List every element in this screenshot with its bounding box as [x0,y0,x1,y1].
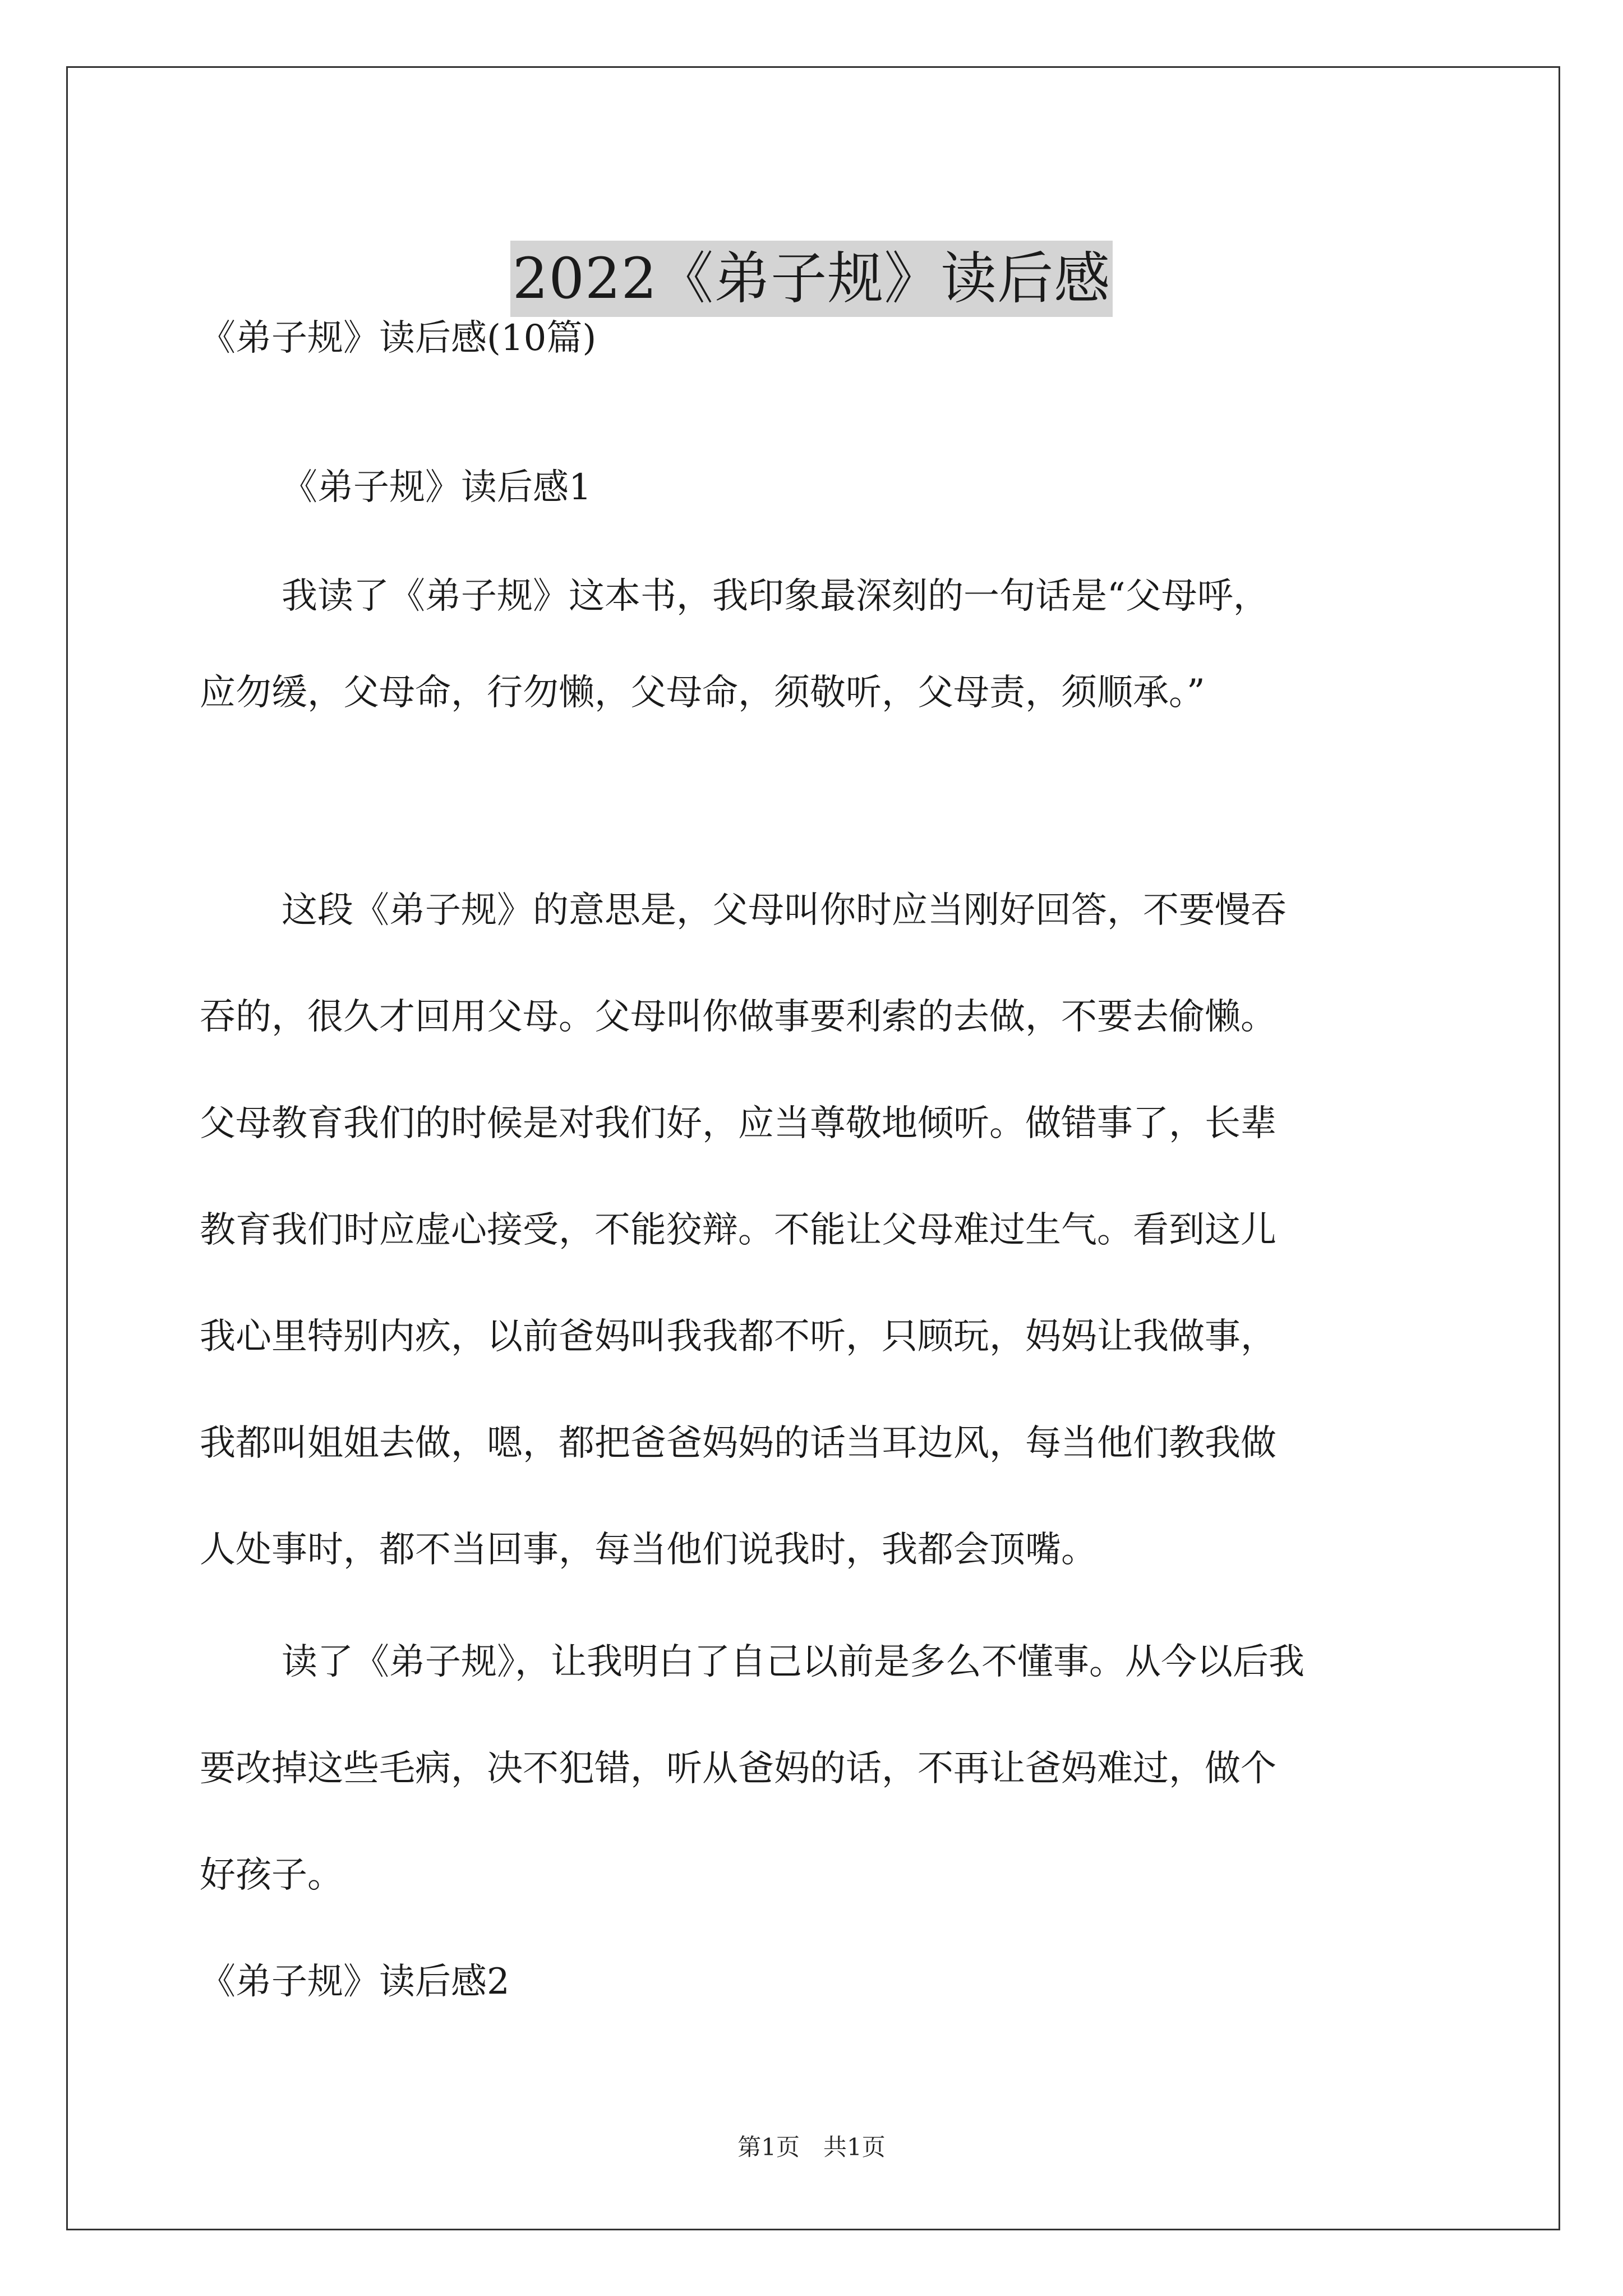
section-heading-2: 《弟子规》读后感2 [200,1961,510,2003]
paragraph-2-line-3: 父母教育我们的时候是对我们好，应当尊敬地倾听。做错事了，长辈 [200,1103,1276,1144]
paragraph-2-line-4: 教育我们时应虚心接受，不能狡辩。不能让父母难过生气。看到这儿 [200,1209,1276,1251]
paragraph-2-line-7: 人处事时，都不当回事，每当他们说我时，我都会顶嘴。 [200,1529,1097,1571]
document-title: 2022《弟子规》读后感 [510,241,1113,317]
paragraph-3-line-1: 读了《弟子规》，让我明白了自己以前是多么不懂事。从今以后我 [282,1641,1304,1683]
page-number-footer: 第1页 共1页 [737,2133,886,2161]
paragraph-3-line-3: 好孩子。 [200,1855,343,1896]
paragraph-3-line-2: 要改掉这些毛病，决不犯错，听从爸妈的话，不再让爸妈难过，做个 [200,1748,1276,1789]
section-heading-1: 《弟子规》读后感1 [282,467,592,508]
paragraph-1-line-2: 应勿缓，父母命，行勿懒，父母命，须敬听，父母责，须顺承。” [200,672,1205,714]
paragraph-2-line-1: 这段《弟子规》的意思是，父母叫你时应当刚好回答，不要慢吞 [282,890,1287,931]
paragraph-2-line-2: 吞的，很久才回用父母。父母叫你做事要利索的去做，不要去偷懒。 [200,996,1276,1038]
paragraph-2-line-5: 我心里特别内疚，以前爸妈叫我我都不听，只顾玩，妈妈让我做事， [200,1316,1276,1358]
document-subtitle: 《弟子规》读后感(10篇) [200,318,597,359]
paragraph-1-line-1: 我读了《弟子规》这本书，我印象最深刻的一句话是“父母呼， [282,576,1269,617]
paragraph-2-line-6: 我都叫姐姐去做，嗯，都把爸爸妈妈的话当耳边风，每当他们教我做 [200,1423,1276,1464]
